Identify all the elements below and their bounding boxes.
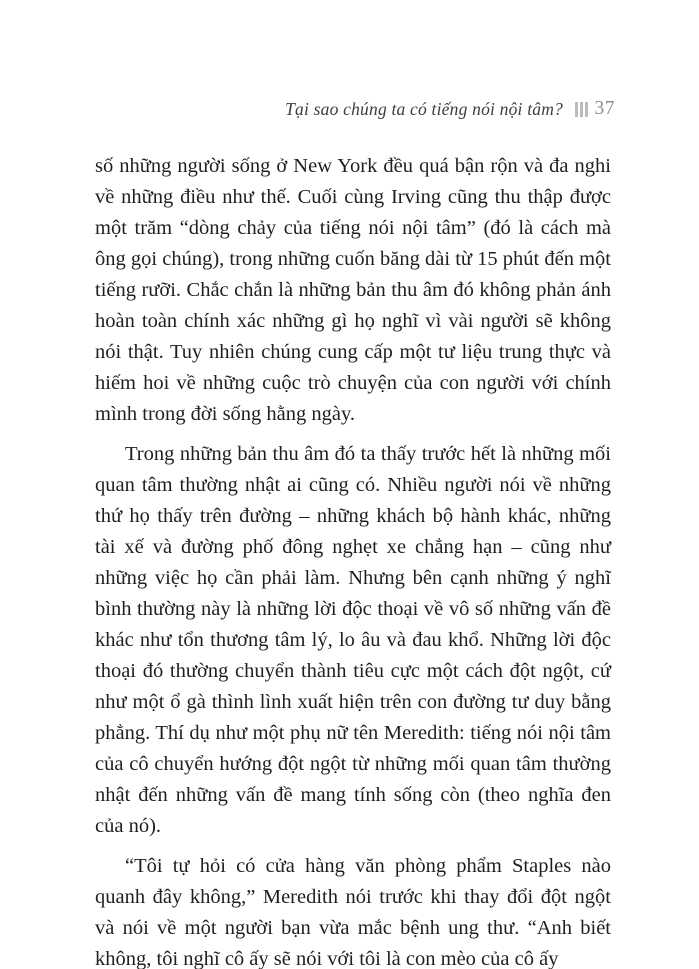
paragraph-3: “Tôi tự hỏi có cửa hàng văn phòng phẩm Staples nào quanh đây không,” Meredith nói trước khi thay đổi đột ngột và nói về một người bạn vừa mắc bệnh ung thư. “Anh biết không, tôi nghĩ cô ấy sẽ nói với tôi là con mèo của cô ấy [95, 855, 611, 969]
page-header [95, 98, 615, 120]
page-content [95, 151, 611, 969]
paragraph-2: Trong những bản thu âm đó ta thấy trước hết là những mối quan tâm thường nhật ai cũng có. Nhiều người nói về những thứ họ thấy trên đường – những khách bộ hành khác, những tài xế và đường phố đông nghẹt xe chẳng hạn – cũng như những việc họ cần phải làm. Nhưng bên cạnh những ý nghĩ bình thường này là những lời độc thoại về vô số những vấn đề khác như tổn thương tâm lý, lo âu và đau khổ. Những lời độc thoại đó thường chuyển thành tiêu cực một cách đột ngột, cứ như một ổ gà thình lình xuất hiện trên con đường tư duy bằng phẳng. Thí dụ như một phụ nữ tên Meredith: tiếng nói nội tâm của cô chuyển hướng đột ngột từ những mối quan tâm thường nhật đến những vấn đề mang tính sống còn (theo nghĩa đen của nó). [95, 443, 611, 837]
paragraph-1: số những người sống ở New York đều quá bận rộn và đa nghi về những điều như thế. Cuối cùng Irving cũng thu thập được một trăm “dòng chảy của tiếng nói nội tâm” (đó là cách mà ông gọi chúng), trong những cuốn băng dài từ 15 phút đến một tiếng rưỡi. Chắc chắn là những bản thu âm đó không phản ánh hoàn toàn chính xác những gì họ nghĩ vì vài người sẽ không nói thật. Tuy nhiên chúng cung cấp một tư liệu trung thực và hiếm hoi về những cuộc trò chuyện của con người với chính mình trong đời sống hằng ngày. [95, 155, 611, 425]
page-number: 37 [594, 98, 615, 119]
section-bars-icon [575, 102, 588, 117]
running-title: Tại sao chúng ta có tiếng nói nội tâm? [285, 98, 563, 119]
